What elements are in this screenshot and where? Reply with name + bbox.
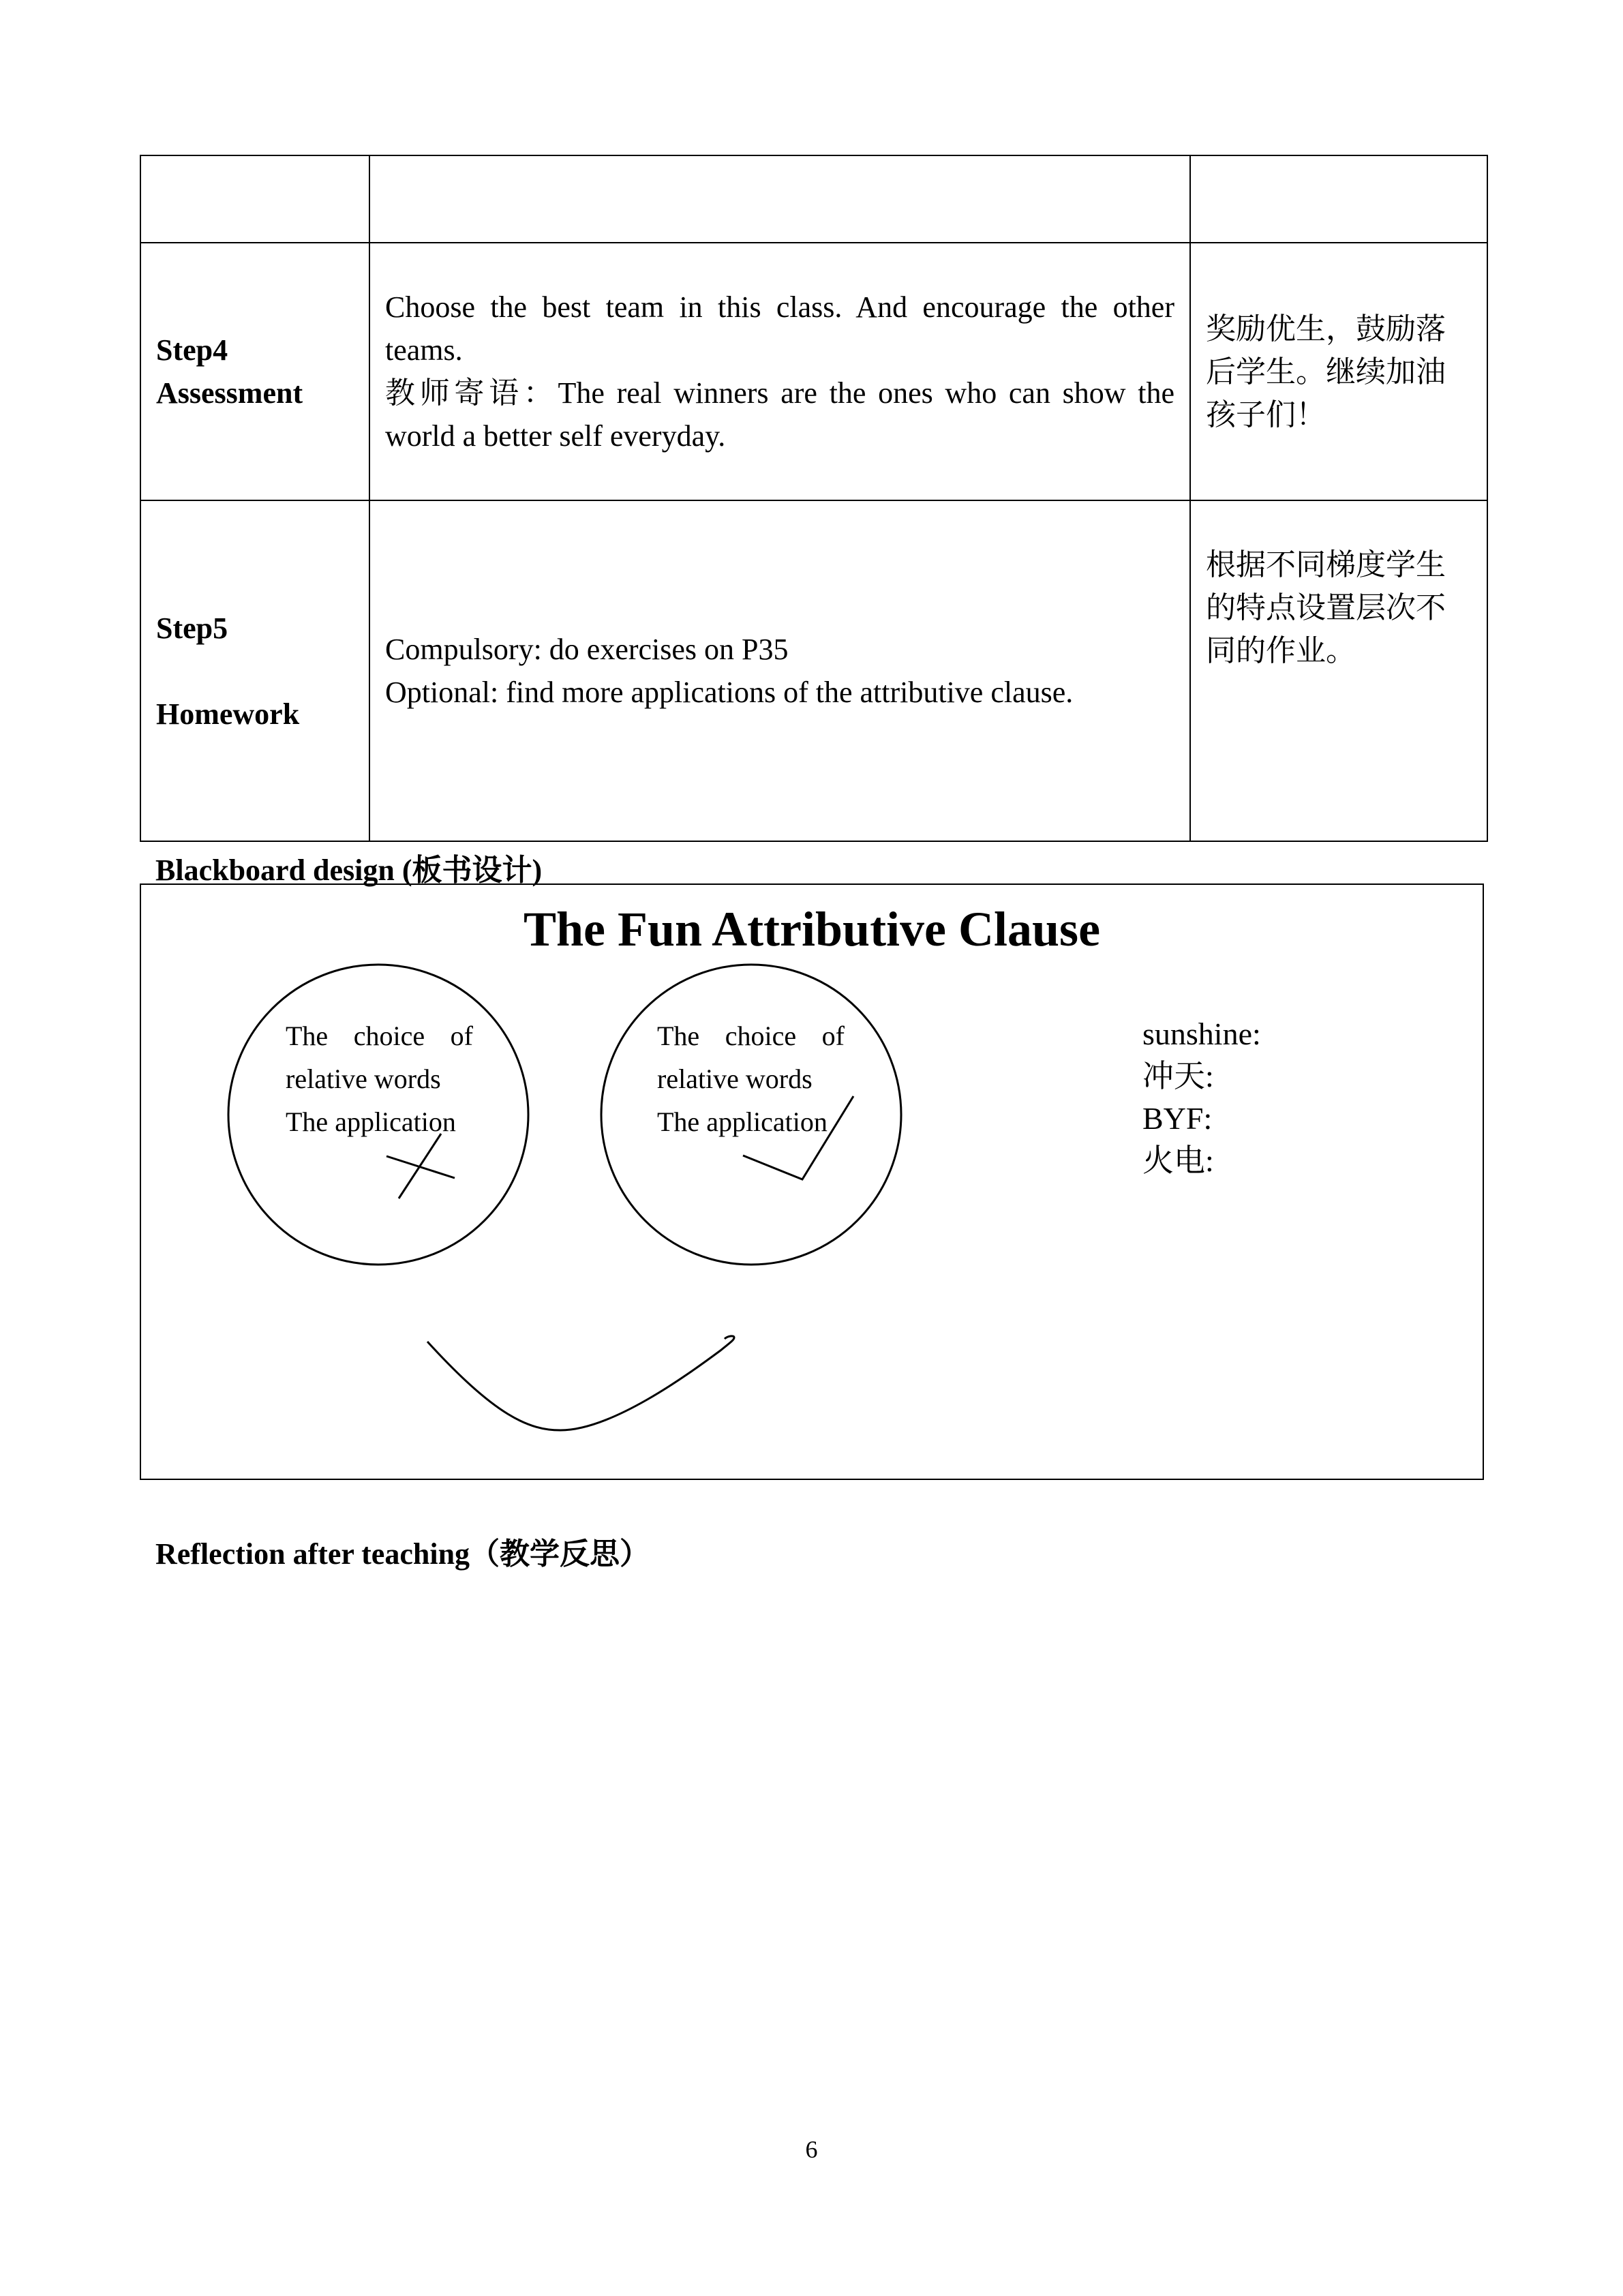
table-cell bbox=[1190, 155, 1487, 243]
circle-text-line: The application bbox=[657, 1106, 828, 1137]
spacer bbox=[156, 650, 354, 693]
step5-content-line: Optional: find more applications of the attributive clause. bbox=[385, 676, 1074, 709]
step4-note-cell bbox=[1190, 243, 1487, 500]
step5-content-cell bbox=[369, 500, 1190, 841]
circle-text-line: relative words bbox=[657, 1063, 813, 1094]
step5-number: Step5 bbox=[156, 611, 228, 645]
team-name: 火电: bbox=[1142, 1143, 1214, 1178]
right-circle-text bbox=[657, 1014, 845, 1143]
step5-content-line: Compulsory: do exercises on P35 bbox=[385, 633, 789, 666]
team-list bbox=[1142, 1013, 1261, 1182]
blackboard-box bbox=[140, 883, 1484, 1480]
step5-note: 根据不同梯度学生的特点设置层次不同的作业。 bbox=[1206, 548, 1446, 667]
reflection-heading: Reflection after teaching（教学反思） bbox=[155, 1537, 650, 1571]
table-row-step4 bbox=[140, 243, 1487, 500]
step4-content-line: 教师寄语：The real winners are the ones who can show the world a better self everyday. bbox=[385, 376, 1174, 453]
circle-text-line: relative words bbox=[286, 1063, 441, 1094]
step4-label-cell bbox=[140, 243, 369, 500]
team-name: BYF: bbox=[1142, 1101, 1213, 1136]
blackboard-heading: Blackboard design (板书设计) bbox=[155, 854, 543, 887]
blackboard-title: The Fun Attributive Clause bbox=[523, 902, 1101, 956]
lesson-plan-table bbox=[140, 155, 1488, 842]
circle-text-line: The application bbox=[286, 1106, 456, 1137]
blackboard-drawing bbox=[141, 885, 1483, 1479]
table-row bbox=[140, 155, 1487, 243]
team-name: 冲天: bbox=[1142, 1059, 1214, 1093]
step5-title: Homework bbox=[156, 697, 300, 731]
step4-note: 奖励优生，鼓励落后学生。继续加油孩子们！ bbox=[1206, 312, 1446, 432]
step4-number: Step4 bbox=[156, 333, 228, 367]
step4-content-cell bbox=[369, 243, 1190, 500]
step5-note-cell bbox=[1190, 500, 1487, 841]
step4-title: Assessment bbox=[156, 376, 303, 410]
cross-mark bbox=[386, 1134, 455, 1198]
circle-text-line: The choice of bbox=[286, 1021, 473, 1051]
table-cell bbox=[369, 155, 1190, 243]
step4-content-line: Choose the best team in this class. And encourage the other teams. bbox=[385, 290, 1174, 367]
circle-text-line: The choice of bbox=[657, 1021, 845, 1051]
table-row-step5 bbox=[140, 500, 1487, 841]
smile-curve bbox=[427, 1336, 734, 1430]
left-circle-text bbox=[286, 1014, 473, 1143]
step5-label-cell bbox=[140, 500, 369, 841]
page-number: 6 bbox=[805, 2136, 818, 2163]
table-cell bbox=[140, 155, 369, 243]
team-name: sunshine: bbox=[1142, 1016, 1261, 1051]
